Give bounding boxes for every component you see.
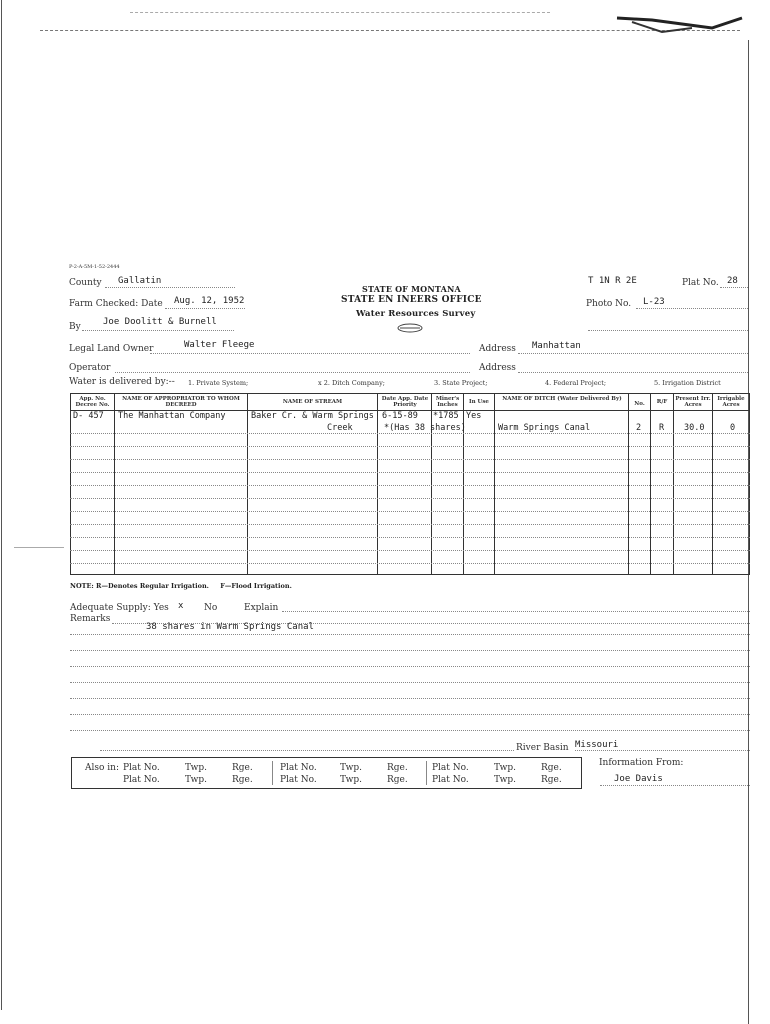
owner-address-value: Manhattan bbox=[532, 341, 581, 351]
delivered-opt-4: 4. Federal Project; bbox=[545, 379, 607, 387]
header-rf: R/F bbox=[656, 399, 668, 405]
also-in-box bbox=[71, 757, 582, 789]
also-plat-1: Plat No. bbox=[123, 763, 160, 773]
photo-value: L-23 bbox=[643, 297, 665, 307]
header-decree: App. No. Decree No. bbox=[75, 396, 110, 408]
row2-stream: Creek bbox=[327, 423, 353, 433]
row2-ditch: Warm Springs Canal bbox=[498, 423, 591, 433]
also-plat-2: Plat No. bbox=[280, 763, 317, 773]
row1-stream: Baker Cr. & Warm Springs bbox=[251, 411, 374, 421]
supply-explain-label: Explain bbox=[244, 603, 279, 613]
row2-no: 2 bbox=[636, 423, 642, 433]
row1-priority: 6-15-89 bbox=[382, 411, 418, 421]
delivered-label: Water is delivered by:-- bbox=[69, 377, 175, 387]
farm-checked-label: Farm Checked: Date bbox=[69, 299, 163, 309]
also-twp-3: Twp. bbox=[494, 763, 517, 773]
also-plat-3: Plat No. bbox=[432, 763, 469, 773]
scan-smudge-mark bbox=[612, 10, 747, 38]
info-line bbox=[600, 785, 750, 786]
row1-inches: *1785 bbox=[433, 411, 459, 421]
also-in-label: Also in: bbox=[85, 763, 119, 773]
also-rge-1: Rge. bbox=[232, 763, 253, 773]
also-rge-4: Rge. bbox=[232, 775, 253, 785]
county-line bbox=[105, 287, 235, 288]
township-range: T 1N R 2E bbox=[588, 276, 637, 286]
owner-label: Legal Land Owner bbox=[69, 344, 154, 354]
state-seal-icon bbox=[395, 322, 425, 334]
operator-line bbox=[115, 372, 470, 373]
header-state: STATE OF MONTANA bbox=[362, 284, 461, 294]
also-rge-3: Rge. bbox=[541, 763, 562, 773]
owner-address-line bbox=[518, 353, 748, 354]
row2-note: *(Has 38 shares) bbox=[384, 423, 466, 433]
header-survey: Water Resources Survey bbox=[356, 309, 476, 319]
delivered-opt-3: 3. State Project; bbox=[434, 379, 488, 387]
photo-label: Photo No. bbox=[586, 299, 632, 309]
right-blank-line bbox=[588, 330, 748, 331]
info-value: Joe Davis bbox=[614, 774, 663, 784]
remarks-value: 38 shares in Warm Springs Canal bbox=[146, 622, 314, 632]
scan-left-edge bbox=[1, 0, 2, 1010]
delivered-opt-1: 1. Private System; bbox=[188, 379, 249, 387]
header-inches: Miner's Inches bbox=[435, 396, 460, 408]
row2-rf: R bbox=[659, 423, 665, 433]
owner-line bbox=[150, 353, 470, 354]
by-line bbox=[82, 330, 234, 331]
plat-line bbox=[720, 287, 748, 288]
photo-line bbox=[636, 308, 748, 309]
also-twp-5: Twp. bbox=[340, 775, 363, 785]
info-label: Information From: bbox=[599, 758, 684, 768]
header-present: Present Irr. Acres bbox=[675, 396, 711, 408]
delivered-opt-5: 5. Irrigation District bbox=[654, 379, 721, 387]
basin-value: Missouri bbox=[575, 740, 619, 750]
operator-label: Operator bbox=[69, 363, 111, 373]
also-rge-2: Rge. bbox=[387, 763, 408, 773]
also-plat-5: Plat No. bbox=[280, 775, 317, 785]
header-priority: Date App. Date Priority bbox=[381, 396, 429, 408]
header-appropriator: NAME OF APPROPRIATOR TO WHOM DECREED bbox=[122, 396, 240, 408]
owner-value: Walter Fleege bbox=[184, 340, 255, 350]
header-inuse: In Use bbox=[469, 399, 489, 405]
also-plat-6: Plat No. bbox=[432, 775, 469, 785]
irrigation-note: NOTE: R—Denotes Regular Irrigation. F—Flood Irrigation. bbox=[70, 582, 292, 590]
row1-decree: D- 457 bbox=[73, 411, 104, 421]
header-office: STATE EN INEERS OFFICE bbox=[341, 295, 482, 305]
basin-line bbox=[575, 750, 750, 751]
supply-no-label: No bbox=[204, 603, 218, 613]
margin-mark bbox=[14, 547, 64, 548]
county-label: County bbox=[69, 278, 102, 288]
also-twp-2: Twp. bbox=[340, 763, 363, 773]
explain-line bbox=[282, 611, 750, 612]
delivered-opt-2: x 2. Ditch Company; bbox=[318, 379, 385, 387]
supply-label: Adequate Supply: Yes bbox=[70, 603, 169, 613]
header-no: No. bbox=[634, 401, 645, 407]
row2-irrigable: 0 bbox=[730, 423, 736, 433]
county-value: Gallatin bbox=[118, 276, 162, 286]
plat-label: Plat No. bbox=[682, 278, 719, 288]
also-twp-6: Twp. bbox=[494, 775, 517, 785]
by-value: Joe Doolitt & Burnell bbox=[103, 317, 217, 327]
header-stream: NAME OF STREAM bbox=[282, 399, 343, 405]
by-label: By bbox=[69, 322, 81, 332]
row2-present: 30.0 bbox=[684, 423, 705, 433]
also-twp-4: Twp. bbox=[185, 775, 208, 785]
scan-top-dashes-2 bbox=[130, 12, 550, 13]
supply-yes-mark: x bbox=[178, 601, 184, 611]
form-code: P-2-A-5M-1-52-2444 bbox=[69, 264, 120, 270]
basin-label: River Basin bbox=[516, 743, 569, 753]
farm-checked-date: Aug. 12, 1952 bbox=[174, 296, 245, 306]
header-ditch: NAME OF DITCH (Water Delivered By) bbox=[502, 396, 622, 402]
also-rge-5: Rge. bbox=[387, 775, 408, 785]
operator-address-line bbox=[518, 372, 748, 373]
row1-appropriator: The Manhattan Company bbox=[118, 411, 226, 421]
owner-address-label: Address bbox=[479, 344, 516, 354]
header-irrigable: Irrigable Acres bbox=[717, 396, 745, 408]
also-rge-6: Rge. bbox=[541, 775, 562, 785]
farm-checked-line bbox=[165, 308, 245, 309]
also-plat-4: Plat No. bbox=[123, 775, 160, 785]
plat-value: 28 bbox=[727, 276, 738, 286]
remarks-label: Remarks bbox=[70, 614, 111, 624]
also-twp-1: Twp. bbox=[185, 763, 208, 773]
row1-inuse: Yes bbox=[466, 411, 482, 421]
operator-address-label: Address bbox=[479, 363, 516, 373]
